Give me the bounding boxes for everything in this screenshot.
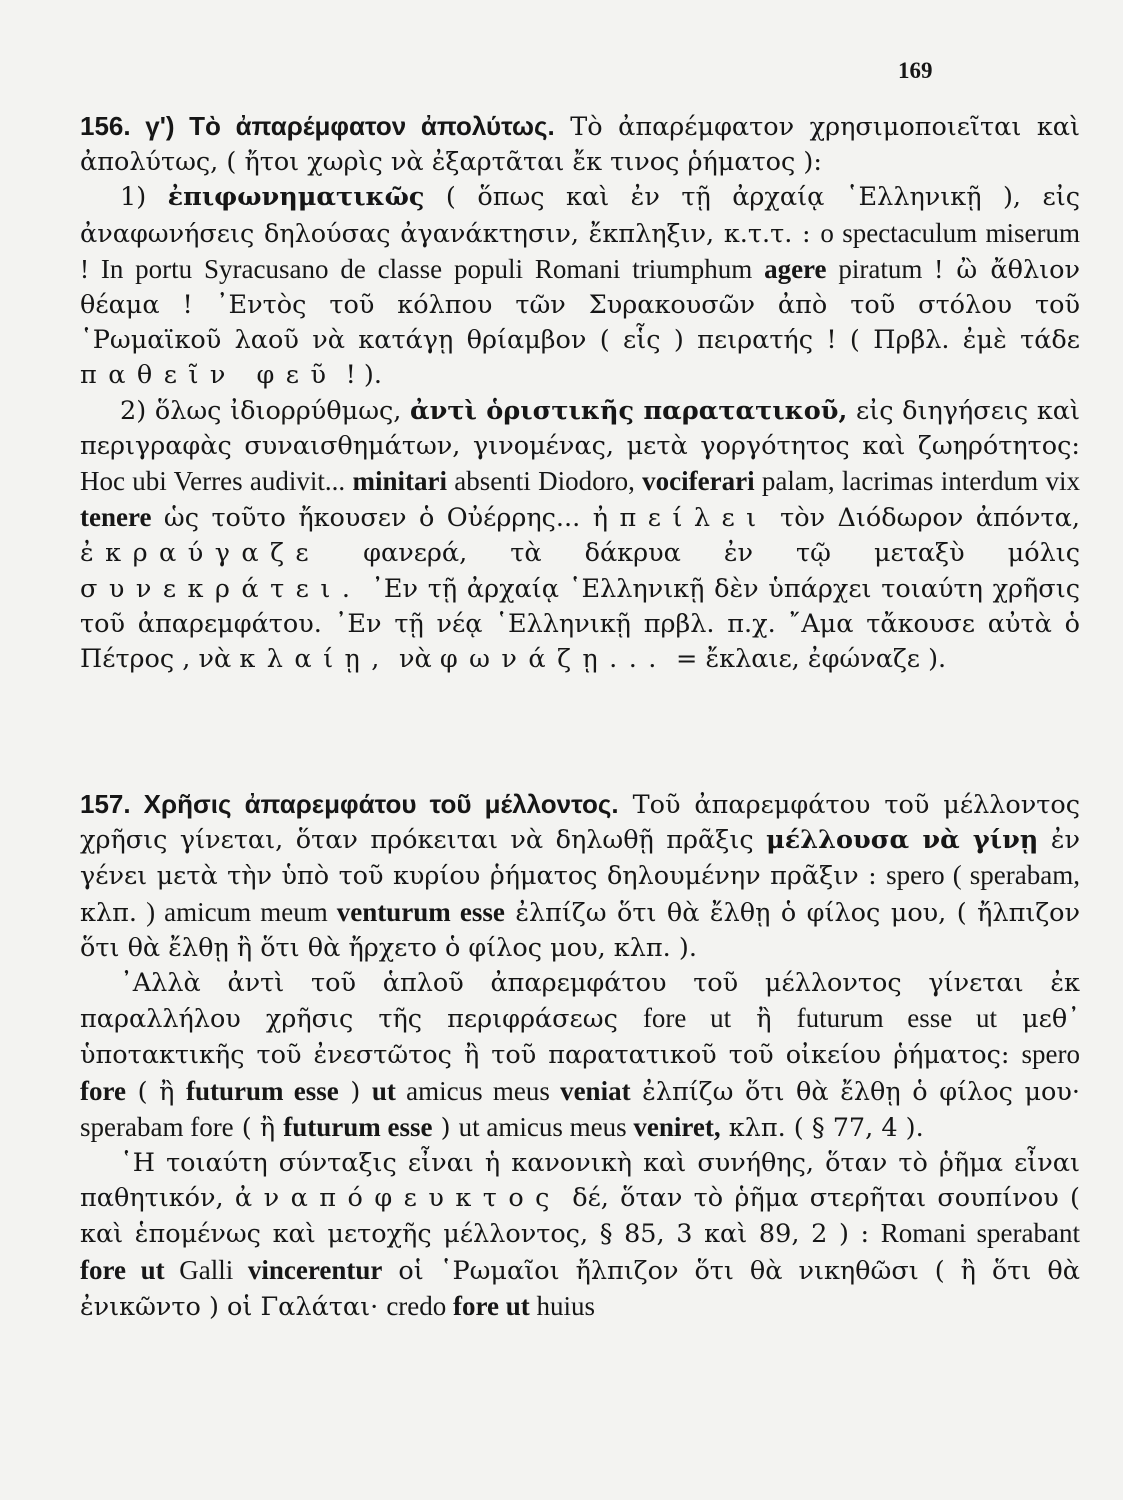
paragraph-periphrasis: ᾿Αλλὰ ἀντὶ τοῦ ἁπλοῦ ἀπαρεμφάτου τοῦ μέλλοντος γίνεται ἐκ παραλλήλου χρῆσις τῆς περιφράσεως fore ut ἢ futurum esse ut μεθ᾿ ὑποτακτικῆς τοῦ ἐνεστῶτος ἢ τοῦ παρατατικοῦ τοῦ οἰκείου ῥήματος: spero fore ( ἢ futurum esse ) ut amicus meus veniat ἐλπίζω ὅτι θὰ ἔλθῃ ὁ φίλος μου· sperabam fore ( ἢ futurum esse ) ut amicus meus veniret, κλπ. ( § 77, 4 ). [80,968,1080,1143]
section-156-intro: 156. γ') Τὸ ἀπαρέμφατον ἀπολύτως. Τὸ ἀπαρέμφατον χρησιμοποιεῖται καὶ ἀπολύτως, ( ἤτοι χωρὶς νὰ ἐξαρτᾶται ἔκ τινος ῥήματος ): [80,111,1080,178]
paragraph-1: 1) ἐπιφωνηματικῶς ( ὅπως καὶ ἐν τῇ ἀρχαίᾳ ῾Ελληνικῇ ), εἰς ἀναφωνήσεις δηλούσας ἀγανάκτησιν, ἔκπληξιν, κ.τ.τ. : o spectaculum miserum ! In portu Syracusano de classe populi Romani triumphum agere piratum ! ὢ ἄθλιον θέαμα ! ᾿Εντὸς τοῦ κόλπου τῶν Συρακουσῶν ἀπὸ τοῦ στόλου τοῦ ῾Ρωμαϊκοῦ λαοῦ νὰ κατάγῃ θρίαμβον ( εἷς ) πειρατής ! ( Πρβλ. ἐμὲ τάδε παθεῖν φεῦ ! ). [80,182,1081,391]
section-heading: 156. γ') Τὸ ἀπαρέμφατον ἀπολύτως. [80,111,555,141]
paragraph-usage: ῾Η τοιαύτη σύνταξις εἶναι ἡ κανονικὴ καὶ συνήθης, ὅταν τὸ ῥῆμα εἶναι παθητικόν, ἀναπόφευκτος δέ, ὅταν τὸ ῥῆμα στερῆται σουπίνου ( καὶ ἑπομένως καὶ μετοχῆς μέλλοντος, § 85, 3 καὶ 89, 2 ) : Romani sperabant fore ut Galli vincerentur οἱ ῾Ρωμαῖοι ἤλπιζον ὅτι θὰ νικηθῶσι ( ἢ ὅτι θὰ ἐνικῶντο ) οἱ Γαλάται· credo fore ut huius [80,1148,1080,1322]
section-157 [80,787,1080,1325]
section-heading: 157. Χρῆσις ἀπαρεμφάτου τοῦ μέλλοντος. [80,789,619,819]
paragraph-2: 2) ὅλως ἰδιορρύθμως, ἀντὶ ὁριστικῆς παρατατικοῦ, εἰς διηγήσεις καὶ περιγραφὰς συναισθημάτων, γινομένας, μετὰ γοργότητος καὶ ζωηρότητος: Hoc ubi Verres audivit... minitari absenti Diodoro, vociferari palam, lacrimas interdum vix tenere ὡς τοῦτο ἤκουσεν ὁ Οὐέρρης... ἠπείλει τὸν Διόδωρον ἀπόντα, ἐκραύγαζε φανερά, τὰ δάκρυα ἐν τῷ μεταξὺ μόλις συνεκράτει. ᾿Εν τῇ ἀρχαίᾳ ῾Ελληνικῇ δὲν ὑπάρχει τοιαύτη χρῆσις τοῦ ἀπαρεμφάτου. ᾿Εν τῇ νέᾳ ῾Ελληνικῇ πρβλ. π.χ. ῎Αμα τἄκουσε αὐτὰ ὁ Πέτρος , νὰ κλαίῃ, νὰ φωνάζῃ... = ἔκλαιε, ἐφώναζε ). [80,395,1081,675]
section-157-intro: 157. Χρῆσις ἀπαρεμφάτου τοῦ μέλλοντος. Τοῦ ἀπαρεμφάτου τοῦ μέλλοντος χρῆσις γίνεται, ὅταν πρόκειται νὰ δηλωθῇ πρᾶξις μέλλουσα νὰ γίνῃ ἐν γένει μετὰ τὴν ὑπὸ τοῦ κυρίου ῥήματος δηλουμένην πρᾶξιν : spero ( sperabam, κλπ. ) amicum meum venturum esse ἐλπίζω ὅτι θὰ ἔλθῃ ὁ φίλος μου, ( ἤλπιζον ὅτι θὰ ἔλθῃ ἢ ὅτι θὰ ἤρχετο ὁ φίλος μου, κλπ. ). [80,789,1080,963]
section-156 [80,109,1080,677]
page-number: 169 [898,58,933,83]
